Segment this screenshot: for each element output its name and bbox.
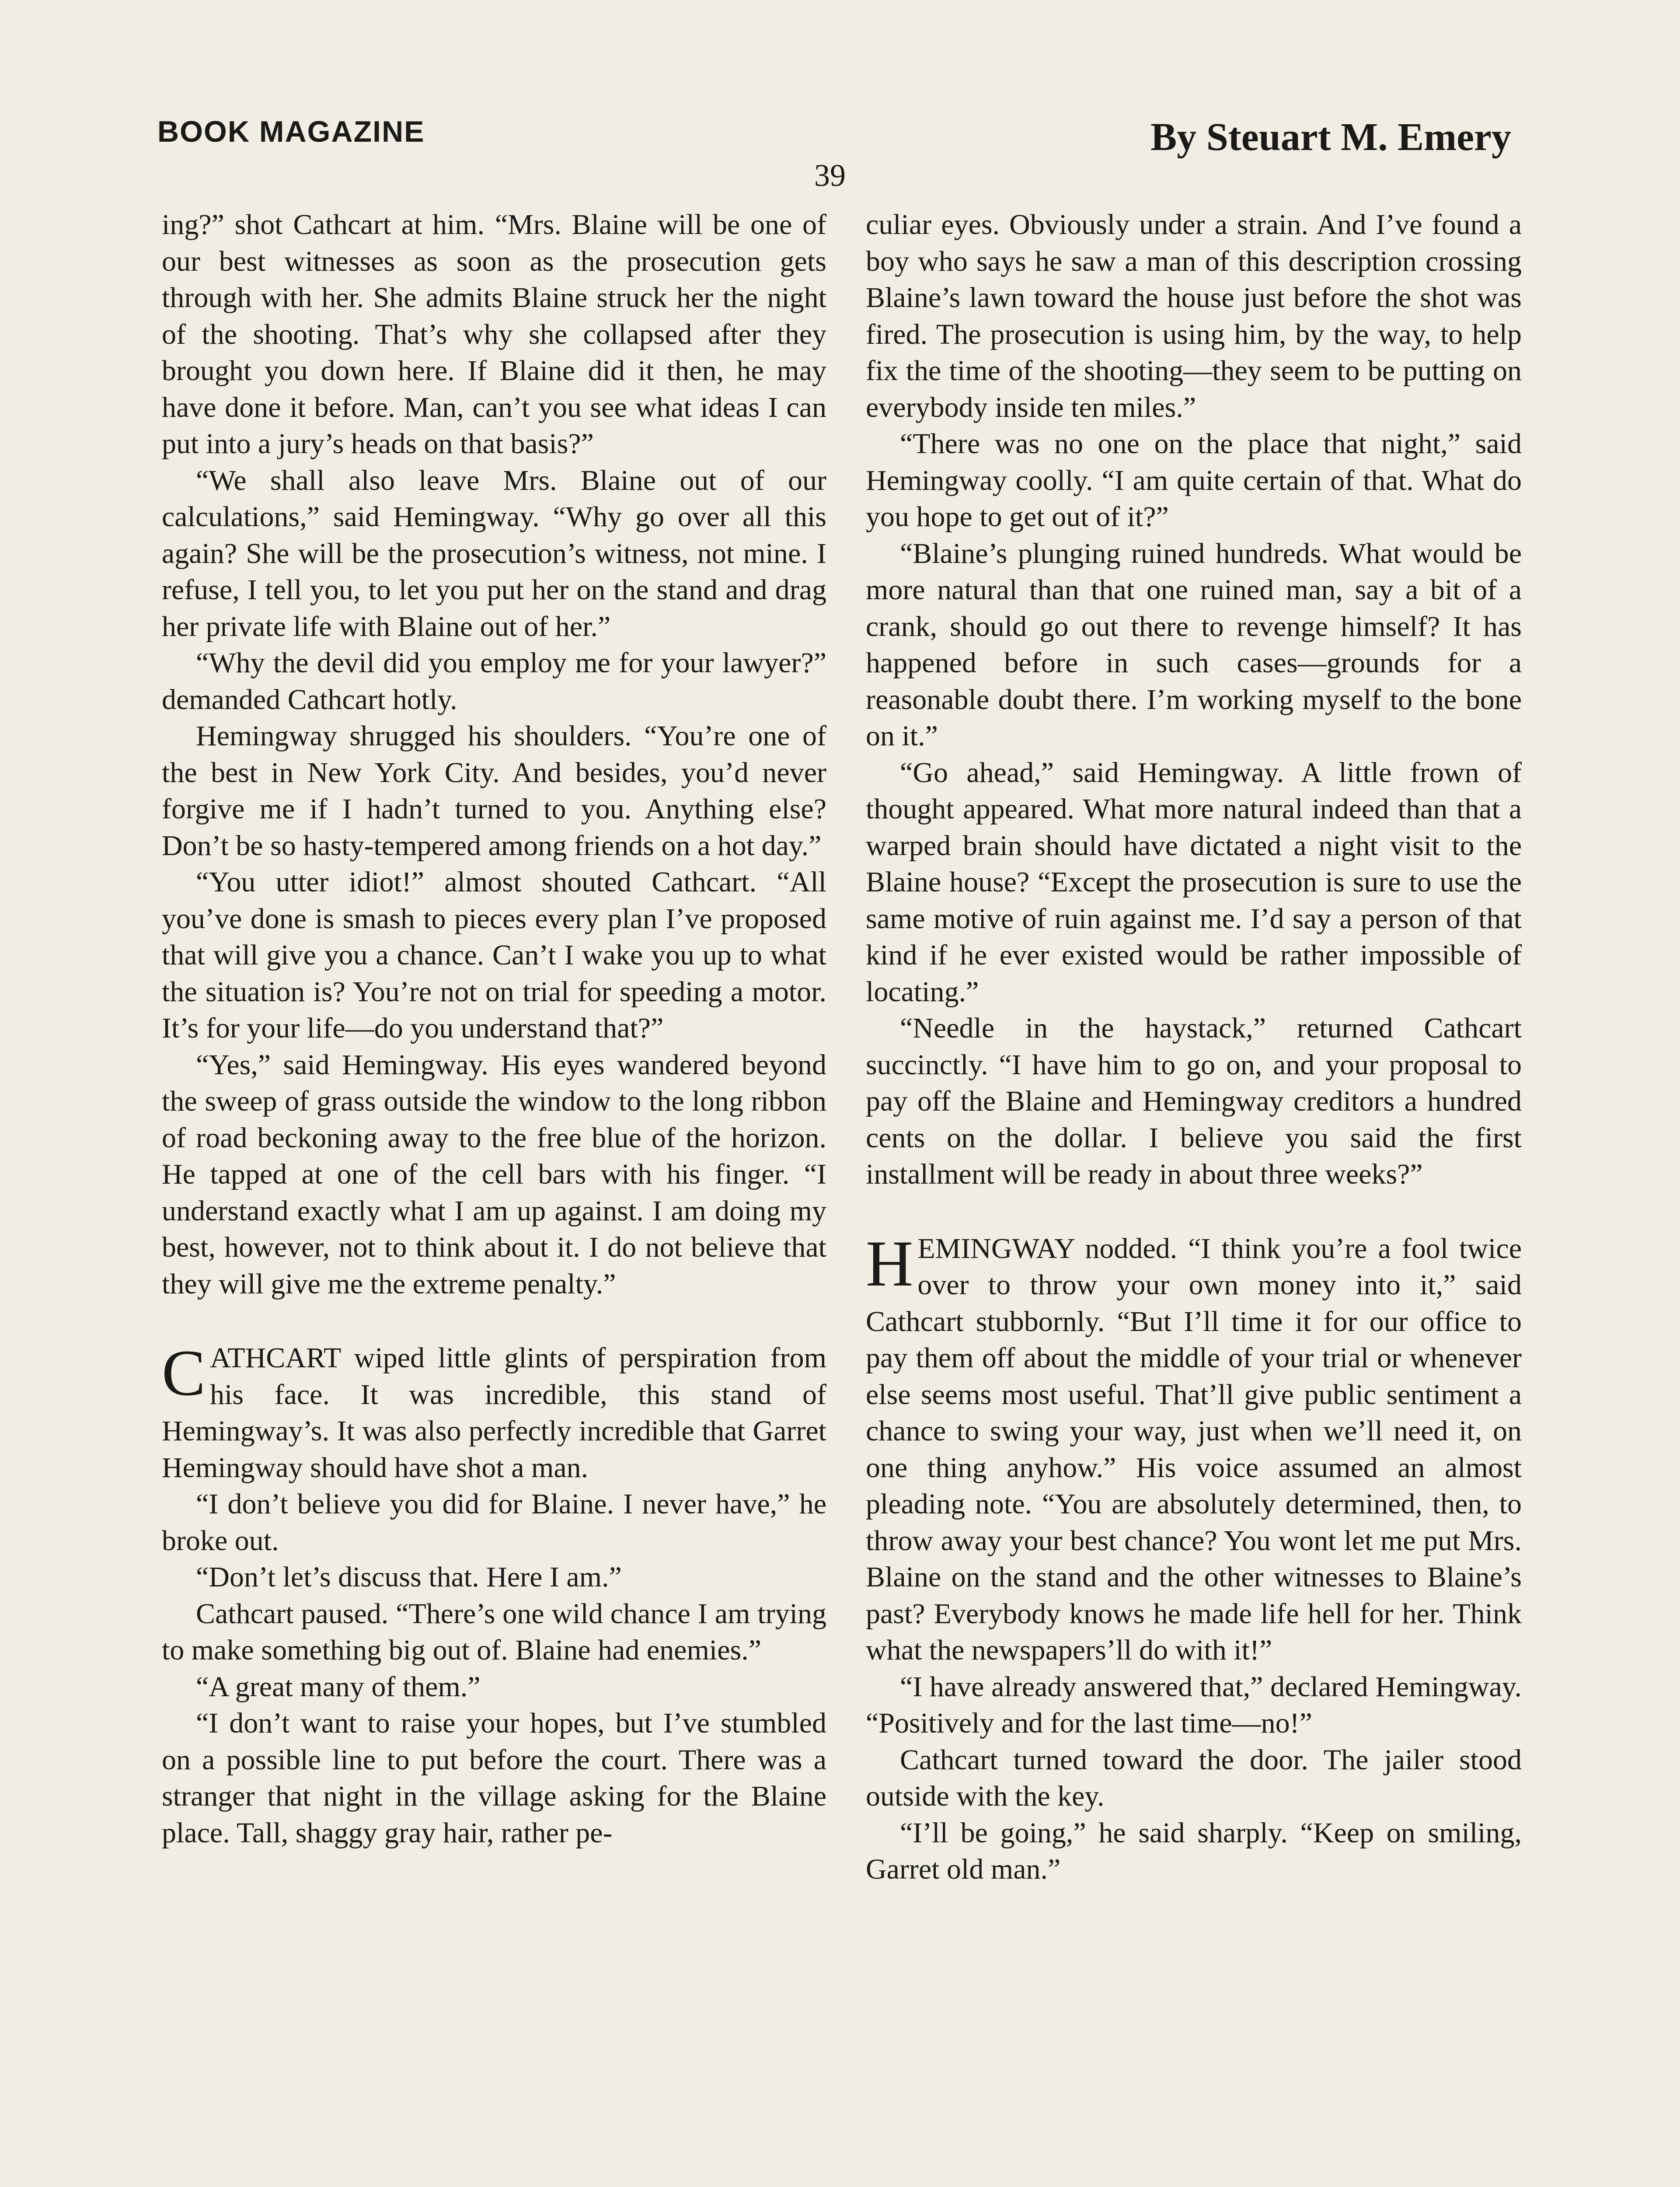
paragraph: “I have already answered that,” declared Hemingway. “Positively and for the last time—no!” (866, 1670, 1522, 1739)
paragraph: “There was no one on the place that night,” said Hemingway coolly. “I am quite certain of that. What do you hope to get out of it?” (866, 428, 1522, 533)
right-text-column (866, 206, 1522, 1888)
paragraph: “I don’t believe you did for Blaine. I never have,” he broke out. (162, 1488, 826, 1557)
paragraph: “Needle in the haystack,” returned Cathcart succinctly. “I have him to go on, and your proposal to pay off the Blaine and Hemingway creditors a hundred cents on the dollar. I believe you said the first installment will be ready in about three weeks?” (866, 1012, 1522, 1190)
paragraph: “Don’t let’s discuss that. Here I am.” (196, 1561, 622, 1593)
page-number: 39 (814, 158, 846, 193)
paragraph: “Yes,” said Hemingway. His eyes wandered beyond the sweep of grass outside the window to the long ribbon of road beckoning away to the free blue of the horizon. He tapped at one of the cell bars with his finger. “I understand exactly what I am up against. I am doing my best, however, not to think about it. I do not believe that they will give me the extreme penalty.” (162, 1048, 826, 1300)
paragraph: Cathcart paused. “There’s one wild chance I am trying to make something big out of. Blaine had enemies.” (162, 1597, 826, 1666)
section-start-hemingway: HEMINGWAY nodded. “I think you’re a fool twice over to throw your own money into it,” said Cathcart stubbornly. “But I’ll time it for our office to pay them off about the middle of your trial or whenever else seems most useful. That’ll give public sentiment a chance to swing your way, just when we’ll need it, on one thing anyhow.” His voice assumed an almost pleading note. “You are absolutely determined, then, to throw away your best chance? You wont let me put Mrs. Blaine on the stand and the other witnesses to Blaine’s past? Everybody knows he made life hell for her. Think what the newspapers’ll do with it!” (866, 1227, 1522, 1666)
left-text-column (162, 206, 826, 1851)
paragraph: Hemingway shrugged his shoulders. “You’re one of the best in New York City. And besides, you’d never forgive me if I hadn’t turned to you. Anything else? Don’t be so hasty-tempered among friends on a hot day.” (162, 720, 826, 862)
paragraph: “A great many of them.” (196, 1670, 481, 1703)
paragraph: “I don’t want to raise your hopes, but I’ve stumbled on a possible line to put before the court. There was a stranger that night in the village asking for the Blaine place. Tall, shaggy gray hair, rather pe- (162, 1707, 826, 1849)
paragraph: “Blaine’s plunging ruined hundreds. What would be more natural than that one ruined man, say a bit of a crank, should go out there to revenge himself? It has happened before in such cases—grounds for a reasonable doubt there. I’m working myself to the bone on it.” (866, 537, 1522, 752)
section-start-cathcart: CATHCART wiped little glints of perspiration from his face. It was incredible, this stand of Hemingway’s. It was also perfectly incredible that Garret Hemingway should have shot a man. (162, 1337, 826, 1484)
paragraph: “I’ll be going,” he said sharply. “Keep on smiling, Garret old man.” (866, 1817, 1522, 1885)
paragraph: “Go ahead,” said Hemingway. A little frown of thought appeared. What more natural indeed than that a warped brain should have dictated a night visit to the Blaine house? “Except the prosecution is sure to use the same motive of ruin against me. I’d say a person of that kind if he ever existed would be rather impossible of locating.” (866, 756, 1522, 1008)
paragraph: “Why the devil did you employ me for your lawyer?” demanded Cathcart hotly. (162, 647, 826, 716)
paragraph-continuation: culiar eyes. Obviously under a strain. And I’ve found a boy who says he saw a man of this description crossing Blaine’s lawn toward the house just before the shot was fired. The prosecution is using him, by the way, to help fix the time of the shooting—they seem to be putting on everybody inside ten miles.” (866, 209, 1522, 423)
paragraph-continuation: ing?” shot Cathcart at him. “Mrs. Blaine will be one of our best witnesses as soon as the prosecution gets through with her. She admits Blaine struck her the night of the shooting. That’s why she collapsed after they brought you down here. If Blaine did it then, he may have done it before. Man, can’t you see what ideas I can put into a jury’s heads on that basis?” (162, 209, 826, 460)
author-byline: By Steuart M. Emery (1150, 115, 1511, 159)
magazine-title: BOOK MAGAZINE (157, 115, 425, 148)
paragraph: Cathcart turned toward the door. The jailer stood outside with the key. (866, 1743, 1522, 1812)
paragraph: “We shall also leave Mrs. Blaine out of our calculations,” said Hemingway. “Why go over all this again? She will be the prosecution’s witness, not mine. I refuse, I tell you, to let you put her on the stand and drag her private life with Blaine out of her.” (162, 464, 826, 643)
paragraph: “You utter idiot!” almost shouted Cathcart. “All you’ve done is smash to pieces every plan I’ve proposed that will give you a chance. Can’t I wake you up to what the situation is? You’re not on trial for speeding a motor. It’s for your life—do you understand that?” (162, 866, 826, 1044)
